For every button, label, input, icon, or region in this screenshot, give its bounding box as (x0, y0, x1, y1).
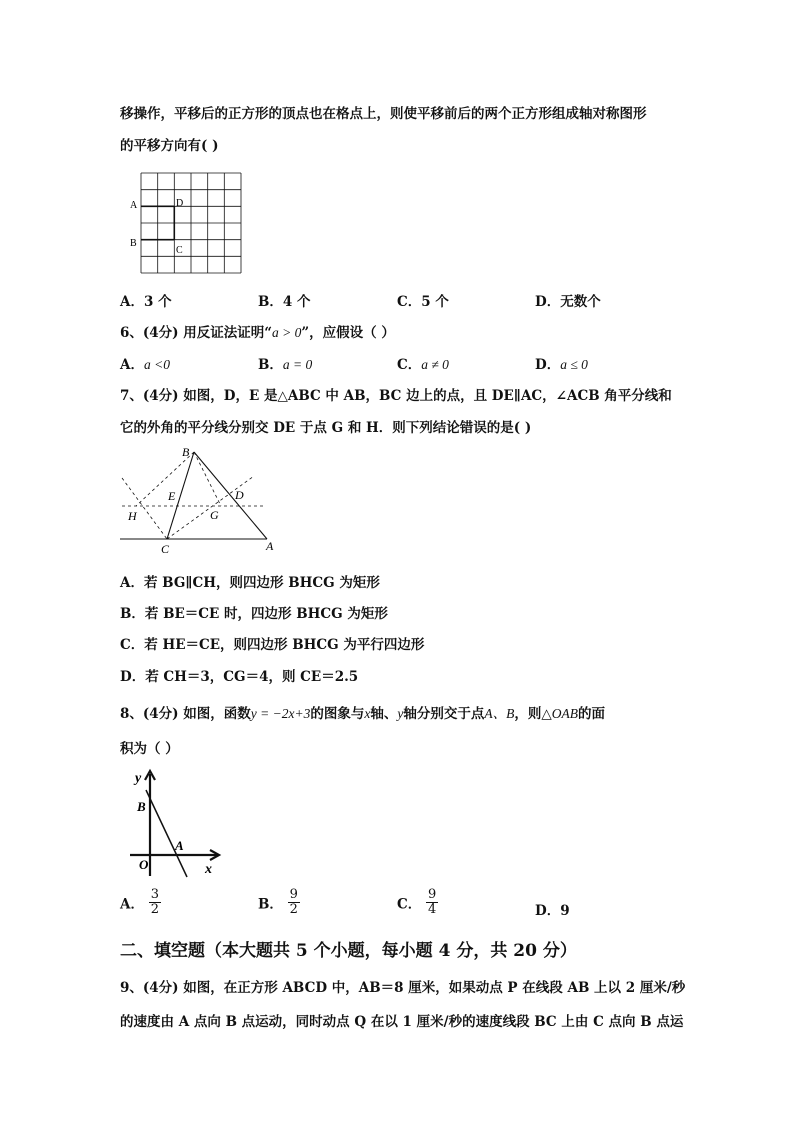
q8-stem-pts: A、B (484, 706, 515, 721)
q8-stem-func: y = −2x+3 (250, 706, 311, 721)
q8-stem-x: x (364, 706, 371, 721)
q8-stem (120, 702, 605, 722)
q6-stem-math: a > 0 (272, 325, 302, 340)
q7-option-b: B．若 BE＝CE 时，四边形 BHCG 为矩形 (120, 606, 388, 622)
q8-stem-y: y (397, 706, 404, 721)
q5-text-line1: 移操作，平移后的正方形的顶点也在格点上，则使平移前后的两个正方形组成轴对称图形 (120, 106, 647, 122)
q8-stem-tri: △OAB (541, 706, 578, 721)
q8-option-d: D．9 (535, 903, 570, 919)
q6-option-d-letter: D． (535, 357, 561, 373)
q8-option-b-den: 2 (289, 902, 298, 917)
q7-option-a: A．若 BG∥CH，则四边形 BHCG 为矩形 (120, 575, 380, 591)
q6-stem-pre: 6、(4分) 用反证法证明“ (120, 325, 273, 341)
q7-triangle-figure (118, 442, 278, 557)
q5-grid-figure (124, 168, 248, 278)
q5-option-a: A．3 个 (120, 294, 172, 310)
q8-option-c-den: 4 (427, 902, 437, 917)
q8-stem-pre: 8、(4分) 如图，函数 (120, 706, 251, 722)
q7-label-h: H (128, 509, 137, 523)
q8-option-a (120, 888, 161, 917)
q6-option-b-letter: B． (258, 357, 283, 373)
q7-option-c: C．若 HE＝CE，则四边形 BHCG 为平行四边形 (120, 637, 425, 653)
q8-option-c-letter: C． (397, 896, 422, 913)
section-heading-fill-in: 二、填空题（本大题共 5 个小题，每小题 4 分，共 20 分） (120, 941, 577, 961)
q6-option-a-math: a <0 (143, 357, 170, 372)
q6-stem (120, 321, 395, 341)
q5-option-b: B．4 个 (258, 294, 311, 310)
q8-option-c-num: 9 (427, 887, 437, 902)
q6-option-c (397, 353, 449, 373)
q5-option-c: C．5 个 (397, 294, 449, 310)
q6-option-c-letter: C． (397, 357, 422, 373)
q8-option-a-fraction (149, 888, 161, 917)
q9-text-line1: 9、(4分) 如图，在正方形 ABCD 中，AB＝8 厘米，如果动点 P 在线段 AB 上以 2 厘米/秒 (120, 980, 686, 996)
q8-graph-figure (126, 768, 230, 880)
q8-stem-mid4: ，则 (514, 706, 542, 722)
q7-text-line2: 它的外角的平分线分别交 DE 于点 G 和 H．则下列结论错误的是( ) (120, 420, 532, 436)
q5-text-line2: 的平移方向有( ) (120, 138, 219, 154)
q6-option-a (120, 353, 170, 373)
q6-option-a-letter: A． (120, 357, 144, 373)
q8-option-a-den: 2 (150, 902, 159, 917)
q8-stem-mid2: 轴、 (370, 706, 398, 722)
q8-option-c (397, 888, 438, 917)
q5-label-a: A (130, 200, 138, 211)
q7-label-b: B (182, 445, 190, 459)
q7-label-a: A (266, 539, 274, 553)
q5-option-d: D．无数个 (535, 294, 601, 310)
q7-label-d: D (235, 488, 244, 502)
q6-option-b-math: a = 0 (282, 357, 313, 372)
q7-option-d: D．若 CH＝3，CG＝4，则 CE＝2.5 (120, 669, 359, 685)
q8-option-b (258, 888, 300, 917)
q6-option-d (535, 353, 588, 373)
q5-label-c: C (176, 245, 183, 256)
q6-option-d-math: a ≤ 0 (560, 357, 588, 372)
q8-option-c-fraction (426, 888, 438, 917)
q8-label-b: B (137, 799, 146, 814)
q7-label-g: G (210, 508, 219, 522)
q8-label-a: A (175, 838, 184, 853)
q5-label-d: D (176, 198, 184, 209)
q7-label-c: C (161, 542, 170, 556)
q6-option-b (258, 353, 312, 373)
q8-stem-mid3: 轴分别交于点 (403, 706, 485, 722)
q8-stem-post: 的面 (577, 706, 605, 722)
q8-label-o: O (139, 857, 149, 872)
q8-option-a-num: 3 (150, 887, 159, 902)
q7-text-line1: 7、(4分) 如图，D，E 是△ABC 中 AB，BC 边上的点，且 DE∥AC，∠ACB 角平分线和 (120, 388, 672, 404)
q8-text-line2: 积为（ ） (120, 741, 179, 757)
q8-stem-mid1: 的图象与 (310, 706, 365, 722)
q8-option-b-num: 9 (289, 887, 298, 902)
q6-option-c-math: a ≠ 0 (421, 357, 449, 372)
q6-stem-post: ”，应假设（ ） (301, 325, 395, 341)
q8-option-b-letter: B． (258, 896, 283, 913)
q5-label-b: B (130, 238, 137, 249)
q9-text-line2: 的速度由 A 点向 B 点运动，同时动点 Q 在以 1 厘米/秒的速度线段 BC 上由 C 点向 B 点运 (120, 1014, 684, 1030)
q8-label-y: y (135, 771, 142, 786)
q7-label-e: E (168, 489, 176, 503)
q8-option-b-fraction (288, 888, 300, 917)
q8-label-x: x (205, 862, 212, 877)
q8-option-a-letter: A． (120, 896, 144, 913)
